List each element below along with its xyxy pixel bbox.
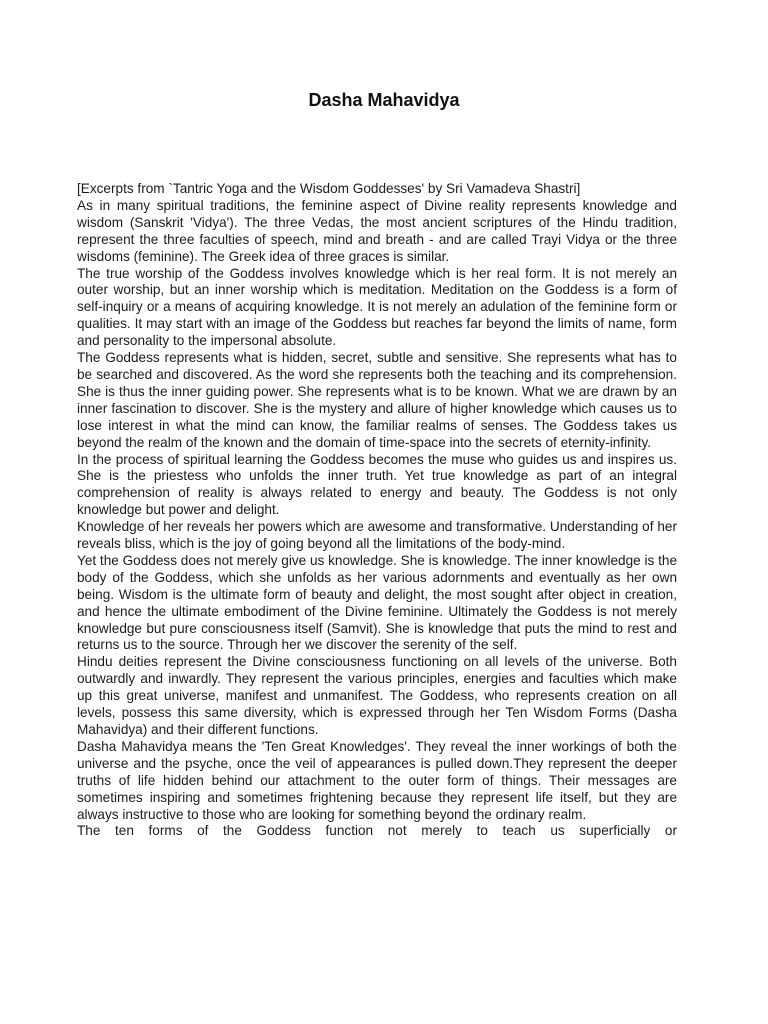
paragraph-truncated: The ten forms of the Goddess function not merely to teach us superficially or [77, 823, 677, 839]
paragraph: The true worship of the Goddess involves knowledge which is her real form. It is not merely an outer worship, but an inner worship which is meditation. Meditation on the Goddess is a form of self-inquiry or a means of acquiring knowledge. It is not merely an adulation of the feminine form or qualities. It may start with an image of the Goddess but reaches far beyond the limits of name, form and personality to the impersonal absolute. [77, 265, 677, 349]
document-title: Dasha Mahavidya [308, 90, 460, 110]
paragraph: Dasha Mahavidya means the 'Ten Great Knowledges'. They reveal the inner workings of both the universe and the psyche, once the veil of appearances is pulled down.They represent the deeper truths of life hidden behind our attachment to the outer form of things. Their messages are sometimes inspiring and sometimes frightening because they represent life itself, but they are always instructive to those who are looking for something beyond the ordinary realm. [77, 738, 677, 822]
paragraph: In the process of spiritual learning the Goddess becomes the muse who guides us and inspires us. She is the priestess who unfolds the inner truth. Yet true knowledge as part of an integral comprehension of reality is always related to energy and beauty. The Goddess is not only knowledge but power and delight. [77, 451, 677, 518]
source-note: [Excerpts from `Tantric Yoga and the Wisdom Goddesses' by Sri Vamadeva Shastri] [77, 181, 581, 196]
paragraph: As in many spiritual traditions, the feminine aspect of Divine reality represents knowledge and wisdom (Sanskrit 'Vidya'). The three Vedas, the most ancient scriptures of the Hindu tradition, represent the three faculties of speech, mind and breath - and are called Trayi Vidya or the three wisdoms (feminine). The Greek idea of three graces is similar. [77, 197, 677, 264]
paragraph: Knowledge of her reveals her powers which are awesome and transformative. Understanding of her reveals bliss, which is the joy of going beyond all the limitations of the body-mind. [77, 519, 677, 552]
paragraph: Yet the Goddess does not merely give us knowledge. She is knowledge. The inner knowledge is the body of the Goddess, which she unfolds as her various adornments and eventually as her own being. Wisdom is the ultimate form of beauty and delight, the most sought after object in creation, and hence the ultimate embodiment of the Divine feminine. Ultimately the Goddess is not merely knowledge but pure consciousness itself (Samvit). She is knowledge that puts the mind to rest and returns us to the source. Through her we discover the serenity of the self. [77, 552, 678, 653]
document-body [77, 181, 677, 840]
paragraph: The Goddess represents what is hidden, secret, subtle and sensitive. She represents what has to be searched and discovered. As the word she represents both the teaching and its comprehension. She is thus the inner guiding power. She represents what is to be known. What we are drawn by an inner fascination to discover. She is the mystery and allure of higher knowledge which causes us to lose interest in what the mind can know, the familiar realms of senses. The Goddess takes us beyond the realm of the known and the domain of time-space into the secrets of eternity-infinity. [77, 350, 677, 450]
paragraph: Hindu deities represent the Divine consciousness functioning on all levels of the universe. Both outwardly and inwardly. They represent the various principles, energies and faculties which make up this great universe, manifest and unmanifest. The Goddess, who represents creation on all levels, possess this same diversity, which is expressed through her Ten Wisdom Forms (Dasha Mahavidya) and their different functions. [77, 654, 677, 737]
